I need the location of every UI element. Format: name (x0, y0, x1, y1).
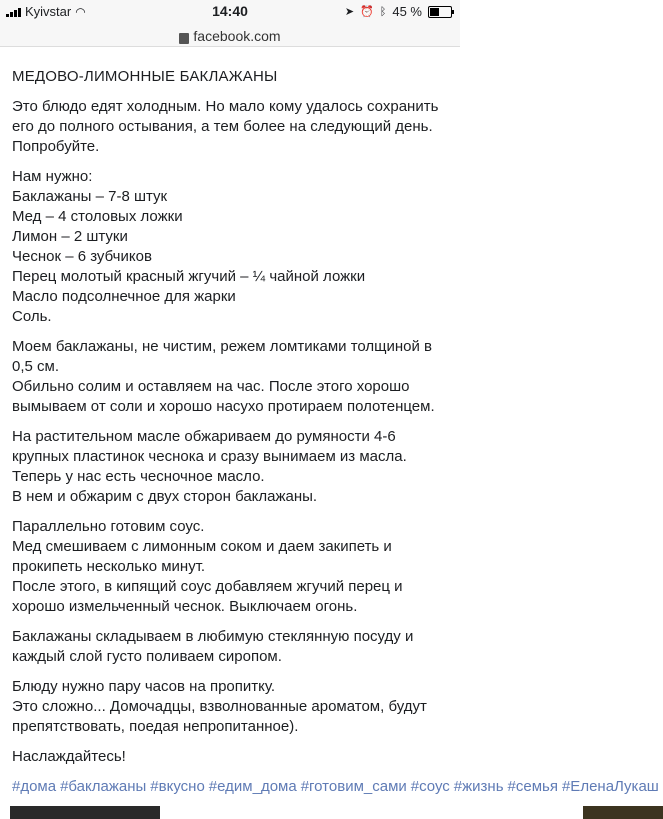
paragraph-line: Баклажаны складываем в любимую стеклянную посуду и каждый слой густо поливаем сиропом. (12, 628, 414, 665)
post-paragraph (12, 97, 446, 157)
paragraph-line: Баклажаны – 7-8 штук (12, 188, 168, 205)
url-text: facebook.com (193, 28, 281, 44)
paragraph-line: Соль. (12, 308, 52, 325)
status-right (345, 4, 452, 19)
paragraph-line: Мед смешиваем с лимонным соком и даем закипеть и прокипеть несколько минут. (12, 538, 392, 575)
post-paragraph (12, 167, 446, 327)
hashtag-link[interactable]: #семья (507, 778, 558, 795)
paragraph-line: В нем и обжарим с двух сторон баклажаны. (12, 488, 318, 505)
clock: 14:40 (212, 3, 248, 19)
post-paragraph (12, 427, 446, 507)
paragraph-line: Чеснок – 6 зубчиков (12, 248, 152, 265)
paragraph-line: На растительном масле обжариваем до румяности 4-6 крупных пластинок чеснока и сразу вынимаем из масла. Теперь у нас есть чесночное масло. (12, 428, 407, 485)
hashtag-link[interactable]: #едим_дома (208, 778, 297, 795)
paragraph-line: Масло подсолнечное для жарки (12, 288, 236, 305)
attached-image[interactable] (10, 806, 160, 819)
paragraph-line: Это сложно... Домочадцы, взволнованные ароматом, будут препятствовать, поедая непропитанное). (12, 698, 427, 735)
paragraph-line: Это блюдо едят холодным. Но мало кому удалось сохранить его до полного остывания, а тем более на следующий день. Попробуйте. (12, 98, 439, 155)
hashtag-link[interactable]: #готовим_сами (300, 778, 407, 795)
battery-icon (428, 6, 452, 18)
post-paragraph (12, 627, 446, 667)
attached-image[interactable] (583, 806, 663, 819)
paragraph-line: Нам нужно: (12, 168, 93, 185)
hashtag-link[interactable]: #жизнь (453, 778, 504, 795)
post-title: МЕДОВО-ЛИМОННЫЕ БАКЛАЖАНЫ (12, 68, 278, 85)
paragraph-line: Перец молотый красный жгучий – ¼ чайной ложки (12, 268, 366, 285)
battery-percent: 45 % (392, 4, 422, 19)
lock-icon (179, 33, 189, 44)
battery-fill (430, 8, 439, 16)
paragraph-line: Мед – 4 столовых ложки (12, 208, 183, 225)
paragraph-line: После этого, в кипящий соус добавляем жгучий перец и хорошо измельченный чеснок. Выключаем огонь. (12, 578, 403, 615)
post-paragraph (12, 677, 446, 737)
post-body (12, 97, 446, 767)
hashtag-link[interactable]: #соус (410, 778, 450, 795)
paragraph-line: Моем баклажаны, не чистим, режем ломтиками толщиной в 0,5 см. (12, 338, 433, 375)
location-icon: ➤ (344, 6, 355, 18)
hashtag-link[interactable]: #вкусно (150, 778, 205, 795)
url-display[interactable] (179, 26, 280, 44)
alarm-icon: ⏰ (360, 6, 374, 18)
hashtag-link[interactable]: #ЕленаЛукаш (561, 778, 659, 795)
wifi-icon: ◠ (75, 4, 86, 19)
carrier-name: Kyivstar (25, 4, 72, 19)
post-content (0, 47, 659, 797)
attached-images (0, 806, 663, 819)
paragraph-line: Наслаждайтесь! (12, 748, 126, 765)
post-paragraph (12, 337, 446, 417)
post-paragraph (12, 747, 446, 767)
paragraph-line: Лимон – 2 штуки (12, 228, 128, 245)
hashtag-list (12, 777, 659, 797)
status-bar (0, 0, 460, 24)
paragraph-line: Параллельно готовим соус. (12, 518, 205, 535)
bluetooth-icon: ᛒ (379, 5, 387, 18)
paragraph-line: Обильно солим и оставляем на час. После этого хорошо вымываем от соли и хорошо насухо протираем полотенцем. (12, 378, 435, 415)
hashtag-link[interactable]: #дома (12, 778, 57, 795)
post-paragraph (12, 517, 446, 617)
paragraph-line: Блюду нужно пару часов на пропитку. (12, 678, 276, 695)
url-bar[interactable] (0, 24, 460, 47)
hashtag-link[interactable]: #баклажаны (60, 778, 147, 795)
